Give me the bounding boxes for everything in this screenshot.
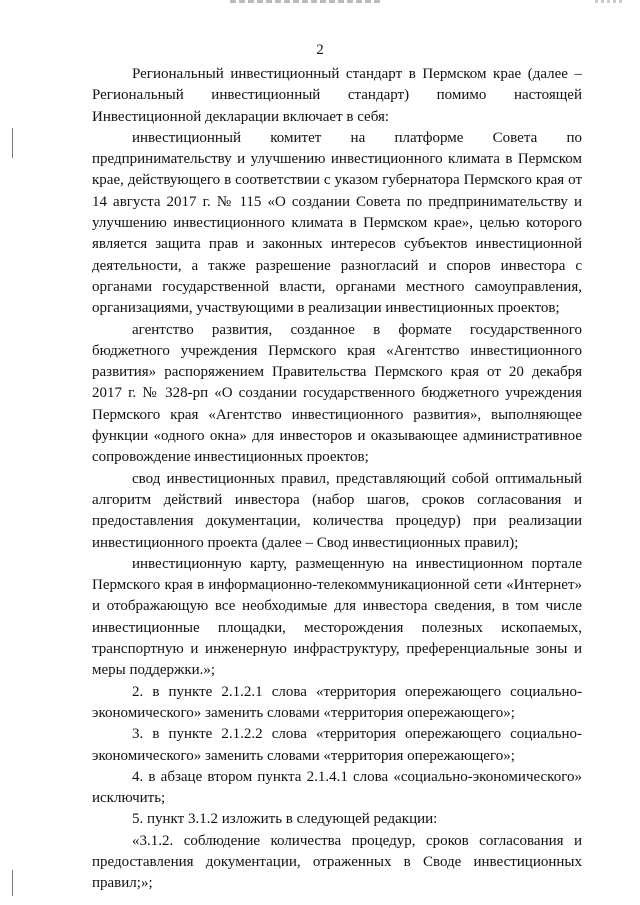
page-number: 2	[316, 42, 324, 58]
paragraph-investment-map: инвестиционную карту, размещенную на инвестиционном портале Пермского края в информационно-телекоммуникационной сети «Интернет» и отображающую все необходимые для инвестора сведения, в том числе инвестиционные площадки, месторождения полезных ископаемых, транспортную и инженерную инфраструктуру, преференциальные зоны и меры поддержки.»;	[92, 555, 582, 679]
paragraph-item-5: 5. пункт 3.1.2 изложить в следующей редакции:	[132, 811, 438, 828]
paragraph-item-4: 4. в абзаце втором пункта 2.1.4.1 слова «социально-экономического» исключить;	[92, 768, 582, 807]
paragraph-item-3: 3. в пункте 2.1.2.2 слова «территория опережающего социально-экономического» заменить словами «территория опережающего»;	[92, 726, 582, 764]
scan-margin-mark	[12, 870, 13, 896]
paragraph-investment-committee: инвестиционный комитет на платформе Совета по предпринимательству и улучшению инвестиционного климата в Пермском крае, действующего в соответствии с указом губернатора Пермского края от 14 августа 2017 г. № 115 «О создании Совета по предпринимательству и улучшению инвестиционного климата в Пермском крае», целью которого является защита прав и законных интересов субъектов инвестиционной деятельности, а также разрешение разногласий и споров инвестора с органами государственной власти, органами местного самоуправления, организациями, участвующими в реализации инвестиционных проектов;	[92, 129, 582, 317]
paragraph-item-2: 2. в пункте 2.1.2.1 слова «территория опережающего социально-экономического» заменить словами «территория опережающего»;	[92, 683, 582, 721]
paragraph-intro: Региональный инвестиционный стандарт в Пермском крае (далее – Региональный инвестиционный стандарт) помимо настоящей Инвестиционной декларации включает в себя:	[92, 66, 582, 125]
paragraph-item-3-1-2: «3.1.2. соблюдение количества процедур, сроков согласования и предоставления документации, отраженных в Своде инвестиционных правил;»;	[92, 832, 582, 892]
scan-margin-mark	[12, 128, 13, 158]
scan-artifact	[595, 0, 623, 3]
document-body	[92, 64, 582, 895]
paragraph-development-agency: агентство развития, созданное в формате государственного бюджетного учреждения Пермского края «Агентство инвестиционного развития» распоряжением Правительства Пермского края от 20 декабря 2017 г. № 328-рп «О создании государственного бюджетного учреждения Пермского края «Агентство инвестиционного развития», выполняющее функции «одного окна» для инвесторов и оказывающее административное сопровождение инвестиционных проектов;	[92, 321, 582, 466]
paragraph-investment-rules: свод инвестиционных правил, представляющий собой оптимальный алгоритм действий инвестора (набор шагов, сроков согласования и предоставления документации, количества процедур) при реализации инвестиционного проекта (далее – Свод инвестиционных правил);	[92, 470, 582, 551]
scan-artifact	[230, 0, 380, 3]
